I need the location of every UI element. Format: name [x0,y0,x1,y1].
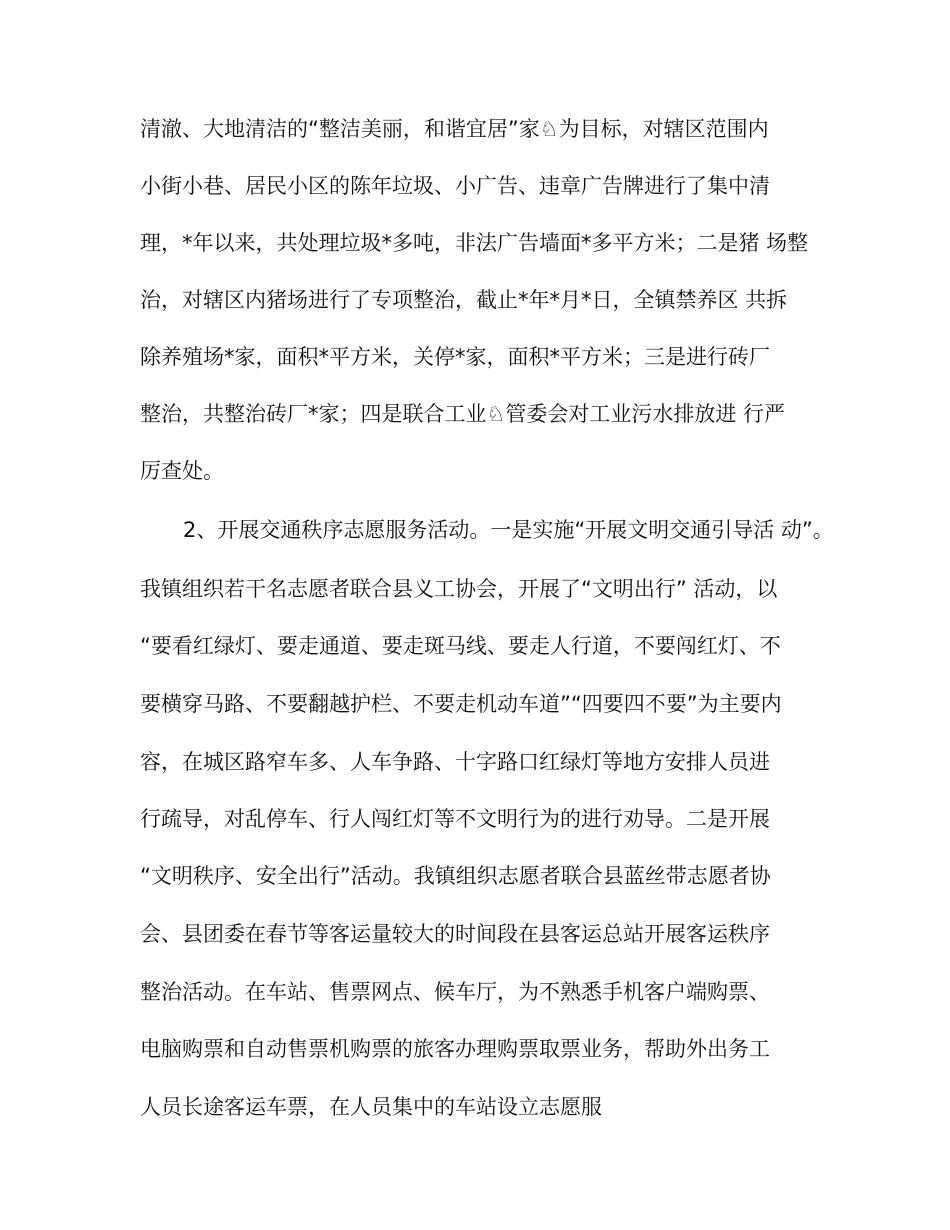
text-line-12: 容，在城区路窄车多、人车争路、十字路口红绿灯等地方安排人员进 [140,750,770,774]
text-line-5: 除养殖场*家，面积*平方米，关停*家，面积*平方米；三是进行砖厂 [140,345,770,369]
text-line-6: 整治，共整治砖厂*家；四是联合工业♘管委会对工业污水排放进 行严 [140,402,785,426]
text-line-14: “文明秩序、安全出行”活动。我镇组织志愿者联合县蓝丝带志愿者协 [140,864,771,888]
text-line-7: 厉查处。 [140,459,224,483]
text-line-3: 理，*年以来，共处理垃圾*多吨，非法广告墙面*多平方米；二是猪 场整 [140,231,809,255]
text-line-10: “要看红绿灯、要走通道、要走斑马线、要走人行道，不要闯红灯、不 [140,634,781,658]
text-line-17: 电脑购票和自动售票机购票的旅客办理购票取票业务，帮助外出务工 [140,1037,770,1061]
text-line-9: 我镇组织若干名志愿者联合县义工协会，开展了“文明出行” 活动，以 [140,577,778,601]
text-line-13: 行疏导，对乱停车、行人闯红灯等不文明行为的进行劝导。二是开展 [140,807,770,831]
text-line-18: 人员长途客运车票，在人员集中的车站设立志愿服 [140,1095,602,1119]
text-line-1: 清澈、大地清洁的“整洁美丽，和谐宜居”家♘为目标，对辖区范围内 [140,117,769,141]
text-line-2: 小街小巷、居民小区的陈年垃圾、小广告、违章广告牌进行了集中清 [140,174,770,198]
text-line-11: 要横穿马路、不要翻越护栏、不要走机动车道”“四要四不要”为主要内 [140,692,782,716]
text-line-8: 2、开展交通秩序志愿服务活动。一是实施“开展文明交通引导活 动”。 [183,518,834,542]
text-line-16: 整治活动。在车站、售票网点、候车厅，为不熟悉手机客户端购票、 [140,980,770,1004]
text-line-4: 治，对辖区内猪场进行了专项整治，截止*年*月*日，全镇禁养区 共拆 [140,288,788,312]
text-line-15: 会、县团委在春节等客运量较大的时间段在县客运总站开展客运秩序 [140,922,770,946]
